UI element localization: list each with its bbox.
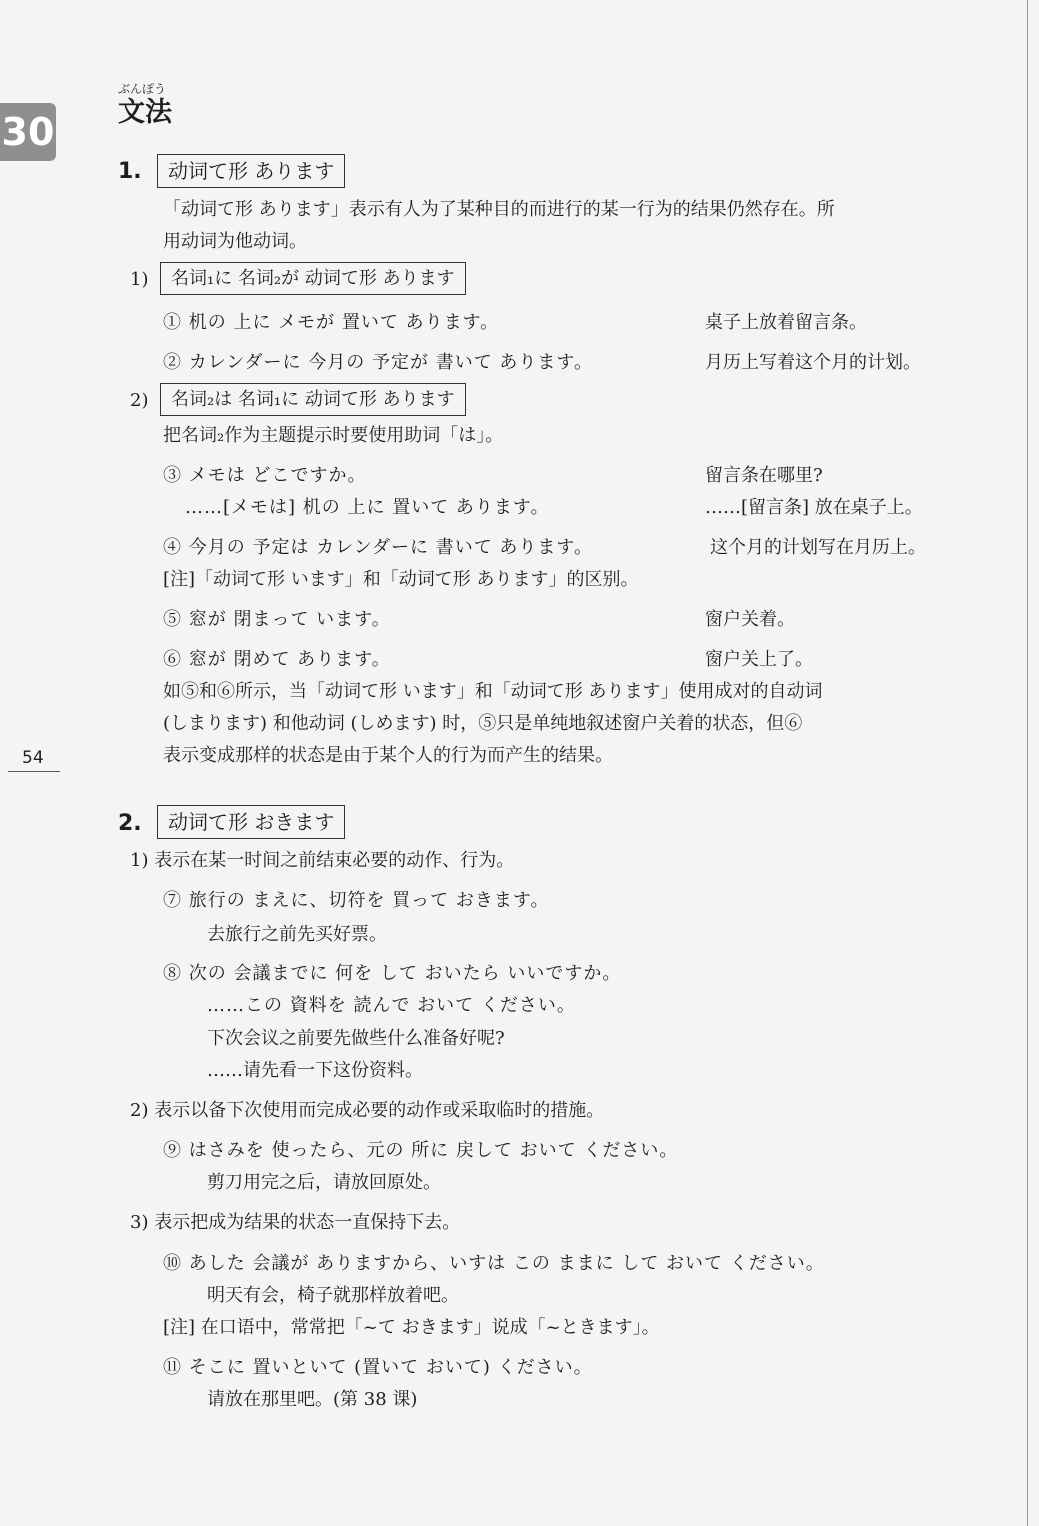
example-8-japanese: ⑧ 次の 会議までに 何を して おいたら いいですか。 [163,963,622,984]
grammar-2-note: [注] 在口语中，常常把「~て おきます」说成「~ときます」。 [163,1317,660,1338]
example-11-chinese: 请放在那里吧。(第 38 课) [207,1389,418,1410]
page-number: 54 [22,748,44,768]
example-8-chinese: 下次会议之前要先做些什么准备好呢? [207,1028,505,1049]
grammar-1-sub-1-label: 1) [130,269,149,290]
grammar-2-sub-2: 2) 表示以备下次使用而完成必要的动作或采取临时的措施。 [130,1100,605,1121]
example-2-japanese: ② カレンダーに 今月の 予定が 書いて あります。 [163,352,593,373]
example-9-japanese: ⑨ はさみを 使ったら、元の 所に 戻して おいて ください。 [163,1140,679,1161]
example-7-japanese: ⑦ 旅行の まえに、切符を 買って おきます。 [163,890,550,911]
example-3-answer-chinese: ……[留言条] 放在桌子上。 [705,497,923,518]
grammar-1-title-box: 动词て形 あります [157,154,345,188]
example-6-chinese: 窗户关上了。 [705,649,813,670]
example-5-chinese: 窗户关着。 [705,609,795,630]
grammar-2-number: 2. [118,811,142,836]
example-8-answer-chinese: ……请先看一下这份资料。 [207,1060,423,1081]
example-6-japanese: ⑥ 窓が 閉めて あります。 [163,649,391,670]
page-number-rule [8,771,60,772]
example-3-answer-japanese: ……[メモは] 机の 上に 置いて あります。 [185,497,550,518]
grammar-1-intro-line-2: 用动词为他动词。 [163,231,307,252]
example-3-japanese: ③ メモは どこですか。 [163,465,367,486]
grammar-2-sub-1: 1) 表示在某一时间之前结束必要的动作、行为。 [130,850,515,871]
grammar-2-sub-3: 3) 表示把成为结果的状态一直保持下去。 [130,1212,461,1233]
chapter-tab: 30 [0,103,56,161]
grammar-1-note: [注]「动词て形 います」和「动词て形 あります」的区别。 [163,569,639,590]
grammar-1-explanation-line-3: 表示变成那样的状态是由于某个人的行为而产生的结果。 [163,745,613,766]
example-1-japanese: ① 机の 上に メモが 置いて あります。 [163,312,500,333]
example-4-japanese: ④ 今月の 予定は カレンダーに 書いて あります。 [163,537,593,558]
grammar-1-explanation-line-1: 如⑤和⑥所示，当「动词て形 います」和「动词て形 あります」使用成对的自动词 [163,681,823,702]
grammar-1-sub-1-pattern-box: 名词₁に 名词₂が 动词て形 あります [160,262,466,295]
grammar-1-sub-2-note: 把名词₂作为主题提示时要使用助词「は」。 [163,425,504,446]
example-5-japanese: ⑤ 窓が 閉まって います。 [163,609,391,630]
section-title-ruby: ぶんぽう [118,82,167,96]
example-10-chinese: 明天有会，椅子就那样放着吧。 [207,1285,459,1306]
grammar-2-title-box: 动词て形 おきます [157,805,345,839]
example-8-answer-japanese: ……この 資料を 読んで おいて ください。 [207,995,576,1016]
example-9-chinese: 剪刀用完之后，请放回原处。 [207,1172,441,1193]
example-11-japanese: ⑪ そこに 置いといて (置いて おいて) ください。 [163,1357,593,1378]
example-3-chinese: 留言条在哪里? [705,465,823,486]
section-title: 文法 [118,97,172,128]
grammar-1-sub-2-label: 2) [130,390,149,411]
example-2-chinese: 月历上写着这个月的计划。 [705,352,921,373]
binding-line [1027,0,1028,1526]
example-4-chinese: 这个月的计划写在月历上。 [710,537,926,558]
grammar-1-sub-2-pattern-box: 名词₂は 名词₁に 动词て形 あります [160,383,466,416]
example-10-japanese: ⑩ あした 会議が ありますから、いすは この ままに して おいて ください。 [163,1253,825,1274]
example-7-chinese: 去旅行之前先买好票。 [207,924,387,945]
grammar-1-number: 1. [118,159,142,184]
grammar-1-intro-line-1: 「动词て形 あります」表示有人为了某种目的而进行的某一行为的结果仍然存在。所 [163,199,835,220]
example-1-chinese: 桌子上放着留言条。 [705,312,867,333]
grammar-1-explanation-line-2: (しまります) 和他动词 (しめます) 时，⑤只是单纯地叙述窗户关着的状态，但⑥ [163,713,803,734]
